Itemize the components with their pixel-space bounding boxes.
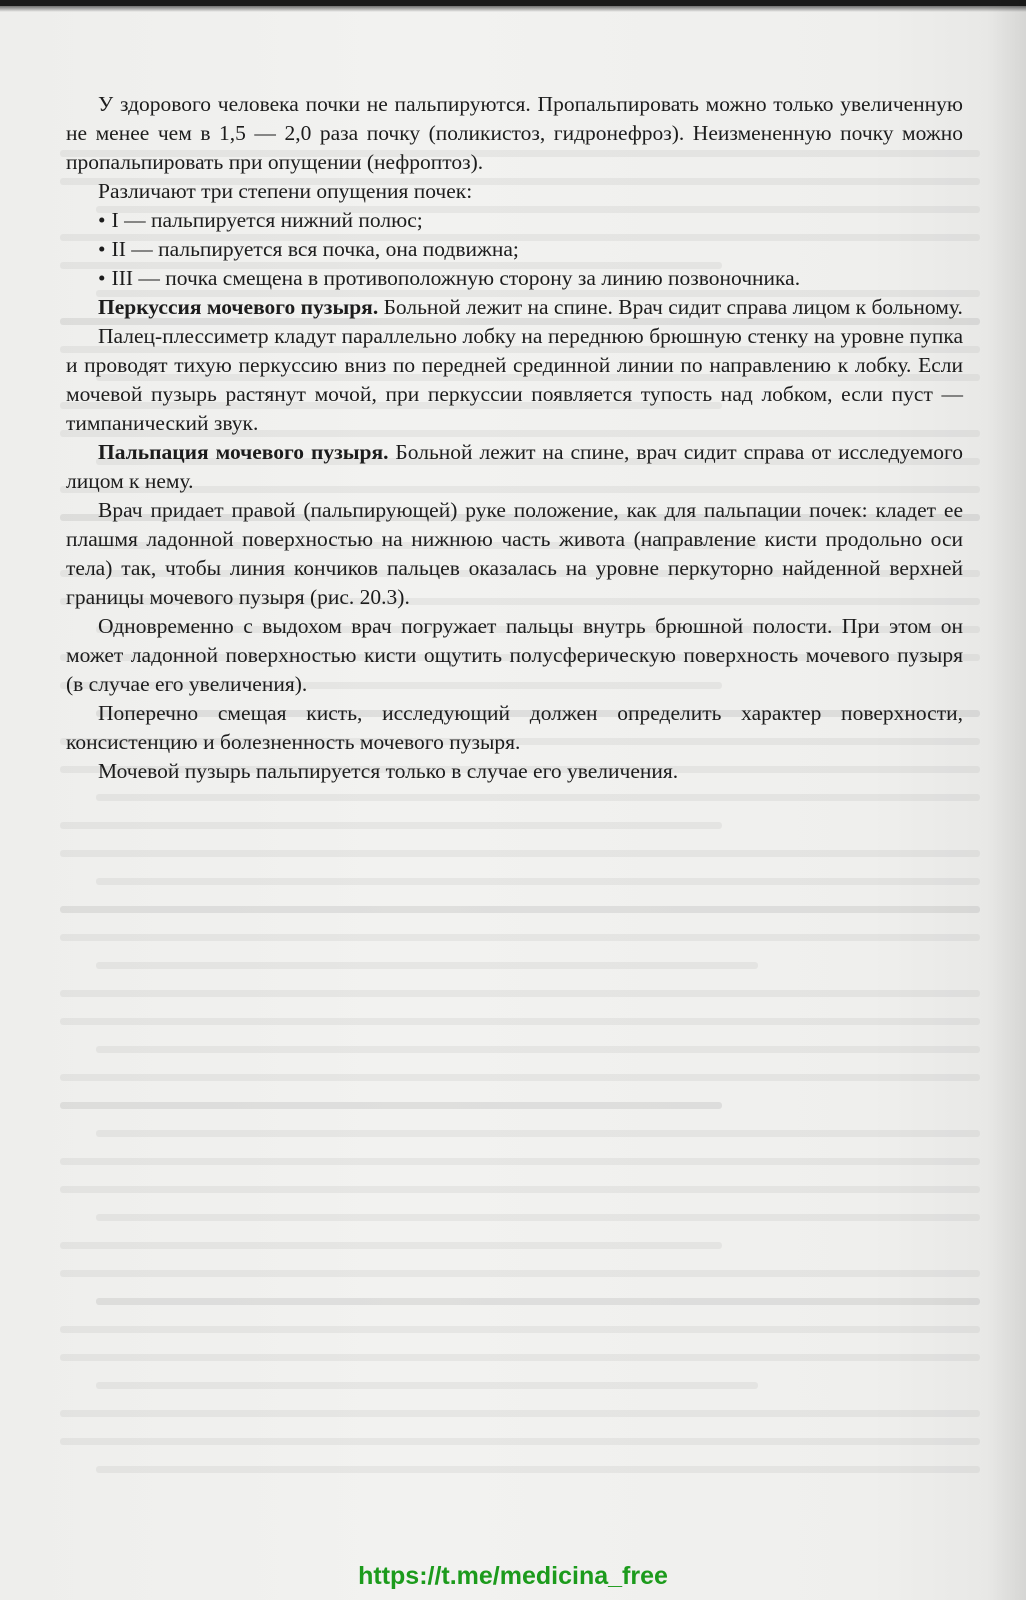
bleed-through-line [96, 1298, 980, 1305]
list-item-text: III — почка смещена в противоположную сторону за линию позвоночника. [111, 266, 801, 290]
page-right-shadow [986, 0, 1026, 1600]
paragraph: Палец-плессиметр кладут параллельно лобку на переднюю брюшную стенку на уровне пупка и проводят тихую перкуссию вниз по передней срединной линии по направлению к лобку. Если мочевой пузырь растянут мочой, при перкуссии появляется тупость над лобком, если пуст — тимпанический звук. [66, 324, 963, 435]
bleed-through-line [96, 1466, 980, 1473]
telegram-link[interactable]: https://t.me/medicina_free [358, 1562, 668, 1590]
run-in-heading: Перкуссия мочевого пузыря. [98, 295, 379, 319]
list-item [66, 235, 963, 264]
bleed-through-line [60, 1186, 980, 1193]
paragraph: Врач придает правой (пальпирующей) руке положение, как для пальпации почек: кладет ее плашмя ладонной поверхностью на нижнюю часть живота (направление кисти продольно оси тела) так, чтобы линия кончиков пальцев оказалась на уровне перкуторно найденной верхней границы мочевого пузыря (рис. 20.3). [66, 498, 963, 609]
paragraph: Мочевой пузырь пальпируется только в случае его увеличения. [98, 759, 679, 783]
bleed-through-line [96, 878, 980, 885]
bullet-icon: • [98, 237, 106, 261]
paragraph: Одновременно с выдохом врач погружает пальцы внутрь брюшной полости. При этом он может ладонной поверхностью кисти ощутить полусферическую поверхность мочевого пузыря (в случае его увеличения). [66, 614, 963, 696]
list-item [66, 264, 963, 293]
bleed-through-line [96, 1046, 980, 1053]
paragraph-text: Больной лежит на спине, врач сидит справа от исследуемого лицом к нему. [66, 440, 963, 493]
list-item-text: II — пальпируется вся почка, она подвижна; [111, 237, 519, 261]
bleed-through-line [60, 1158, 980, 1165]
page-top-edge [0, 0, 1026, 6]
bleed-through-line [60, 1074, 980, 1081]
bleed-through-line [60, 1326, 980, 1333]
paragraph-with-run-in-heading [66, 438, 963, 496]
bleed-through-line [60, 990, 980, 997]
bleed-through-line [60, 1018, 980, 1025]
bleed-through-line [60, 1354, 980, 1361]
bleed-through-line [96, 1214, 980, 1221]
bleed-through-line [96, 1130, 980, 1137]
paragraph: У здорового человека почки не пальпируются. Пропальпировать можно только увеличенную не менее чем в 1,5 — 2,0 раза почку (поликистоз, гидронефроз). Неизмененную почку можно пропальпировать при опущении (нефроптоз). [66, 92, 963, 174]
bleed-through-line [60, 1242, 722, 1249]
bleed-through-line [60, 1438, 980, 1445]
paragraph: Поперечно смещая кисть, исследующий должен определить характер поверхности, консистенцию и болезненность мочевого пузыря. [66, 701, 963, 754]
paragraph: Различают три степени опущения почек: [98, 179, 473, 203]
bleed-through-line [60, 1270, 980, 1277]
bleed-through-line [96, 962, 758, 969]
bleed-through-line [96, 1382, 758, 1389]
bleed-through-line [60, 850, 980, 857]
bleed-through-line [96, 794, 980, 801]
bleed-through-line [60, 906, 980, 913]
list-item [66, 206, 963, 235]
paragraph-text: Больной лежит на спине. Врач сидит справа лицом к больному. [378, 295, 963, 319]
bullet-icon: • [98, 266, 106, 290]
bleed-through-line [60, 822, 722, 829]
paragraph-with-run-in-heading [66, 293, 963, 322]
body-text [66, 90, 963, 786]
bleed-through-line [60, 934, 980, 941]
bleed-through-line [60, 1102, 722, 1109]
bullet-icon: • [98, 208, 106, 232]
run-in-heading: Пальпация мочевого пузыря. [98, 440, 389, 464]
list-item-text: I — пальпируется нижний полюс; [111, 208, 423, 232]
bleed-through-line [60, 1410, 980, 1417]
